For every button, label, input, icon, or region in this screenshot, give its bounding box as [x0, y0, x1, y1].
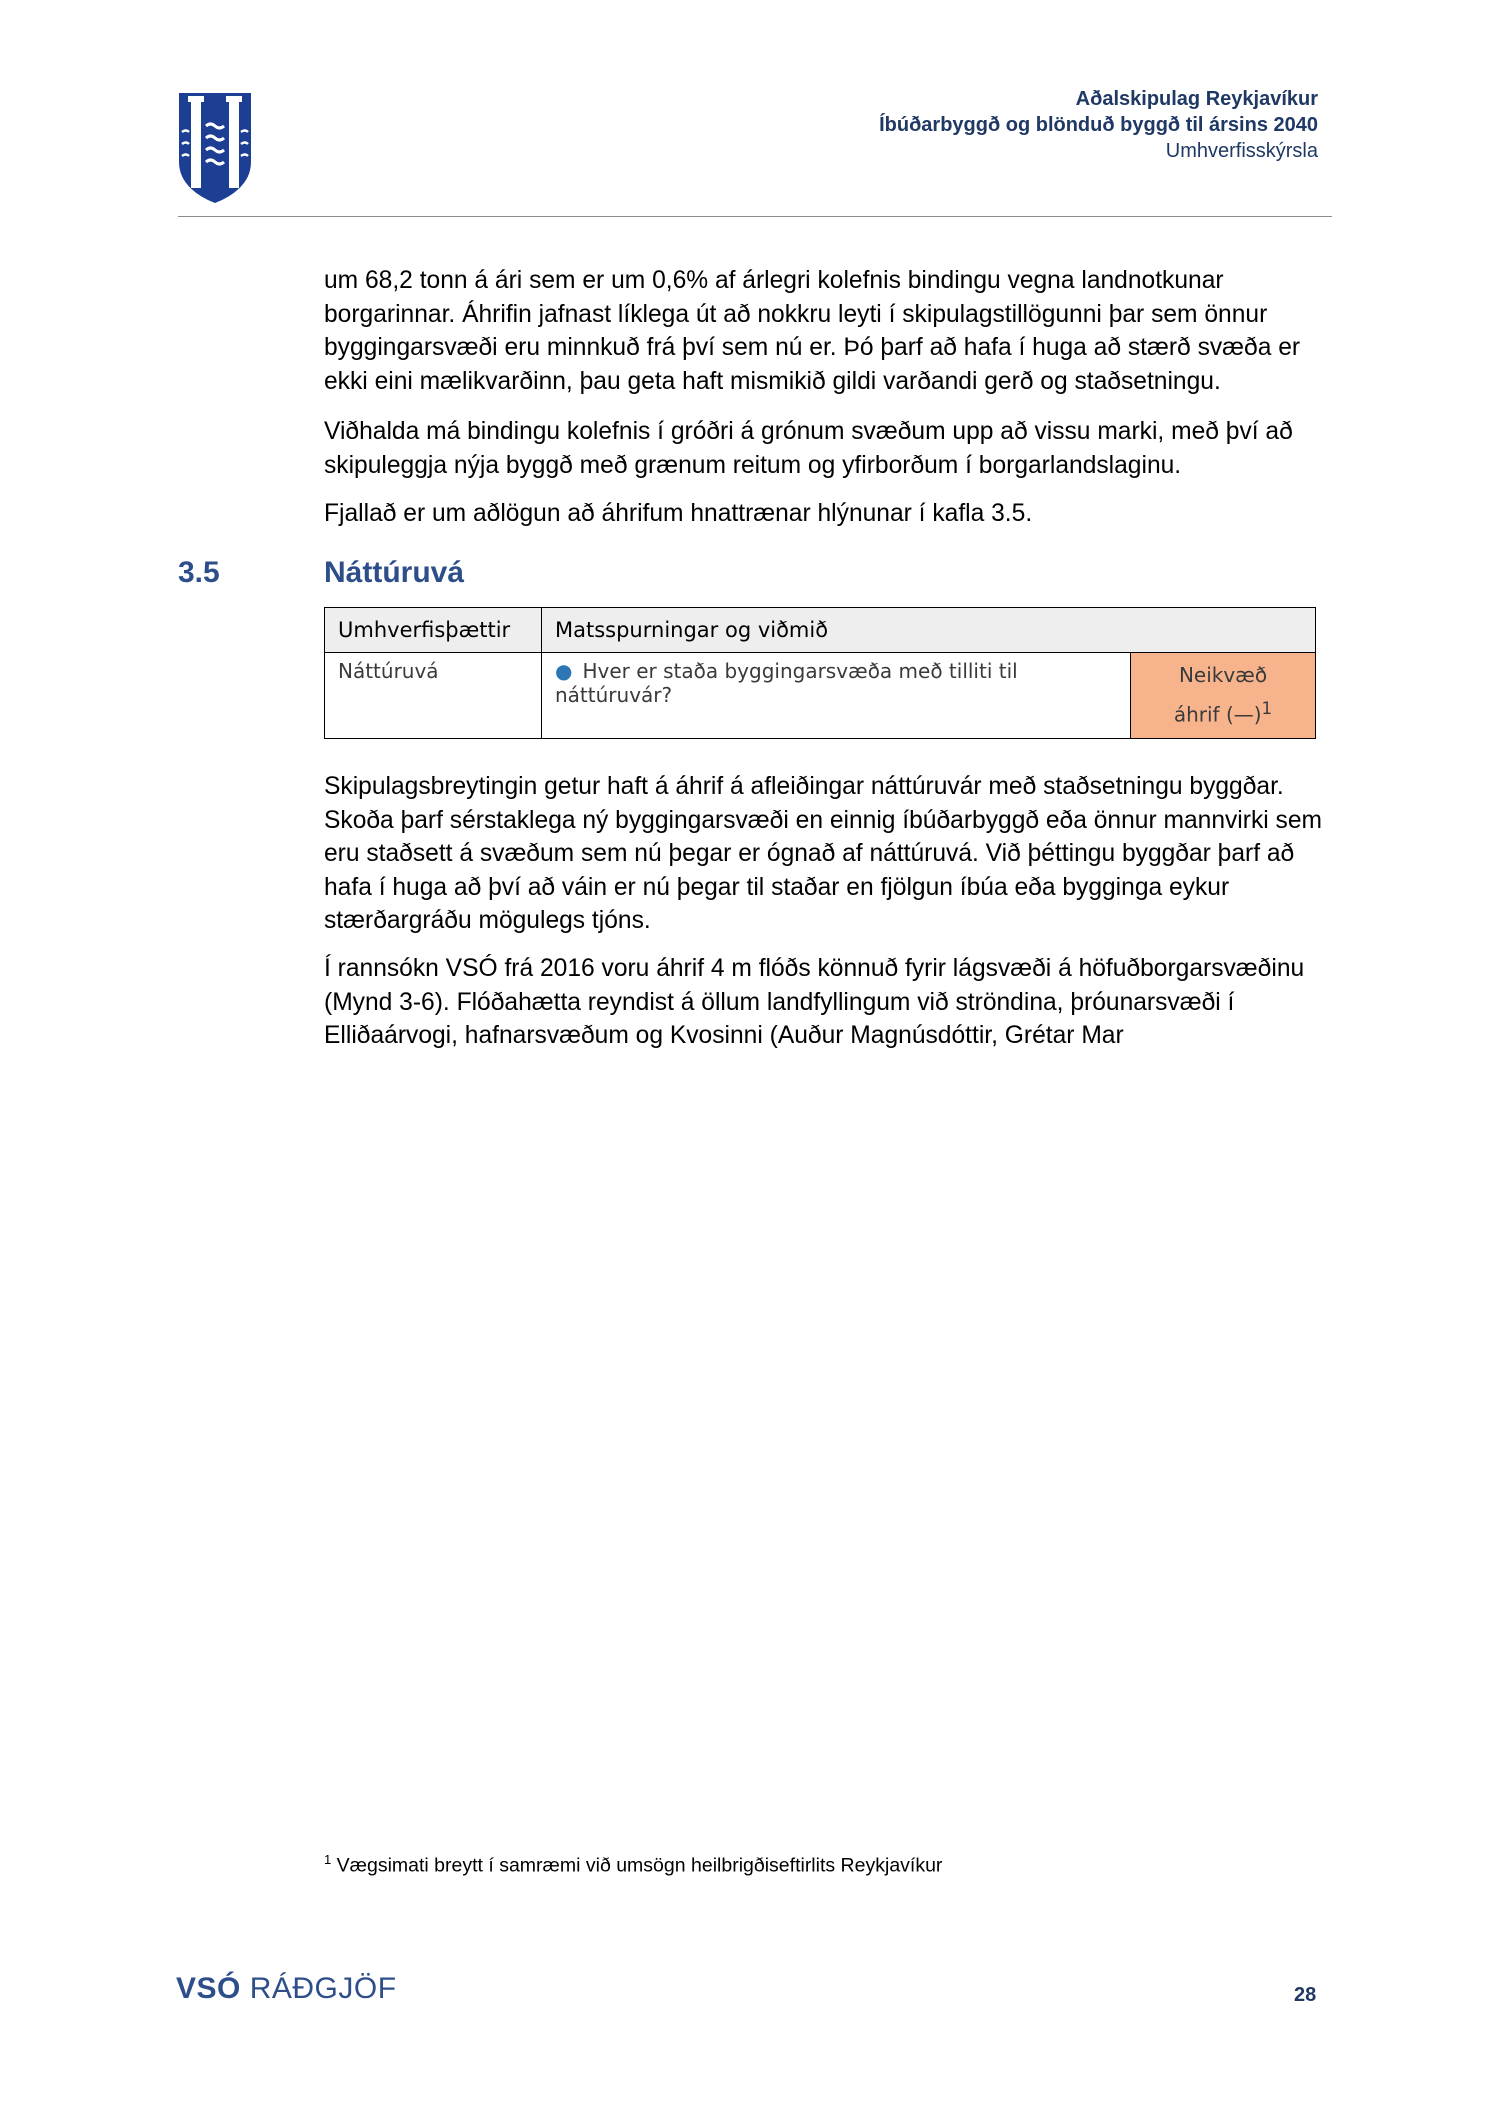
factor-cell: Náttúruvá [325, 653, 542, 739]
footnote-text: Vægsimati breytt í samræmi við umsögn heilbrigðiseftirlits Reykjavíkur [336, 1854, 943, 1877]
paragraph-text: Skipulagsbreytingin getur haft á áhrif á afleiðingar náttúruvár með staðsetningu byggðar. Skoða þarf sérstaklega ný byggingarsvæði en einnig íbúðarbyggð eða önnur mannvirki sem eru staðsett á svæðum sem nú þegar er ógnað af náttúruvá. Við þéttingu byggðar þarf að hafa í huga að því að váin er nú þegar til staðar en fjölgun íbúa eða bygginga eykur stærðargráðu mögulegs tjóns. [324, 773, 1323, 934]
section-number: 3.5 [178, 556, 220, 589]
rating-value [1144, 692, 1302, 732]
paragraph-text: Viðhalda má bindingu kolefnis í gróðri á grónum svæðum upp að vissu marki, með því að skipuleggja nýja byggð með grænum reitum og yfirborðum í borgarlandslaginu. [324, 418, 1293, 479]
document-header [879, 86, 1318, 164]
header-report-type: Umhverfisskýrsla [1165, 140, 1318, 162]
table-header-cell: Matsspurningar og viðmið [542, 608, 1316, 653]
rating-cell [1131, 653, 1316, 739]
body-paragraph [324, 952, 1330, 1053]
question-cell [542, 653, 1131, 739]
header-divider [178, 216, 1332, 217]
vso-radgjof-logo [176, 1972, 397, 2006]
paragraph-text: Í rannsókn VSÓ frá 2016 voru áhrif 4 m flóðs könnuð fyrir lágsvæði á höfuðborgarsvæðinu (Mynd 3-6). Flóðahætta reyndist á öllum landfyllingum við ströndina, þróunarsvæði í Elliðaárvogi, hafnarsvæðum og Kvosinni (Auður Magnúsdóttir, Grétar Mar [324, 955, 1305, 1049]
question-text: Hver er staða byggingarsvæða með tilliti til náttúruvár? [555, 659, 1018, 707]
section-title: Náttúruvá [324, 556, 465, 589]
paragraph-text: um 68,2 tonn á ári sem er um 0,6% af árlegri kolefnis bindingu vegna landnotkunar borgarinnar. Áhrifin jafnast líklega út að nokkru leyti í skipulagstillögunni þar sem önnur byggingarsvæði eru minnkuð frá því sem nú er. Þó þarf að hafa í huga að stærð svæða er ekki eini mælikvarðinn, þau geta haft mismikið gildi varðandi gerð og staðsetningu. [324, 267, 1301, 395]
paragraph-text: Fjallað er um aðlögun að áhrifum hnattrænar hlýnunar í kafla 3.5. [324, 500, 1033, 527]
footnote-mark: 1 [324, 1852, 332, 1867]
footnote [324, 1852, 942, 1878]
footnote-reference: 1 [1261, 699, 1273, 718]
table-row [325, 653, 1316, 739]
reykjavik-coat-of-arms-logo [178, 92, 252, 204]
table-header-cell: Umhverfisþættir [325, 608, 542, 653]
brand-light: RÁÐGJÖF [249, 1972, 397, 2005]
body-paragraph [324, 415, 1330, 482]
body-paragraph [324, 770, 1330, 938]
body-paragraph [324, 497, 1330, 531]
brand-bold: VSÓ [176, 1972, 241, 2005]
bullet-icon: ● [555, 659, 573, 683]
rating-label: Neikvæð [1178, 663, 1268, 687]
table-header-row [325, 608, 1316, 653]
body-paragraph [324, 264, 1330, 398]
rating-value-text: áhrif (—) [1173, 702, 1262, 727]
assessment-table [324, 607, 1316, 739]
page-number: 28 [1294, 1984, 1317, 2006]
header-subtitle: Íbúðarbyggð og blönduð byggð til ársins 2040 [879, 114, 1318, 136]
header-plan-title: Aðalskipulag Reykjavíkur [1075, 88, 1318, 110]
